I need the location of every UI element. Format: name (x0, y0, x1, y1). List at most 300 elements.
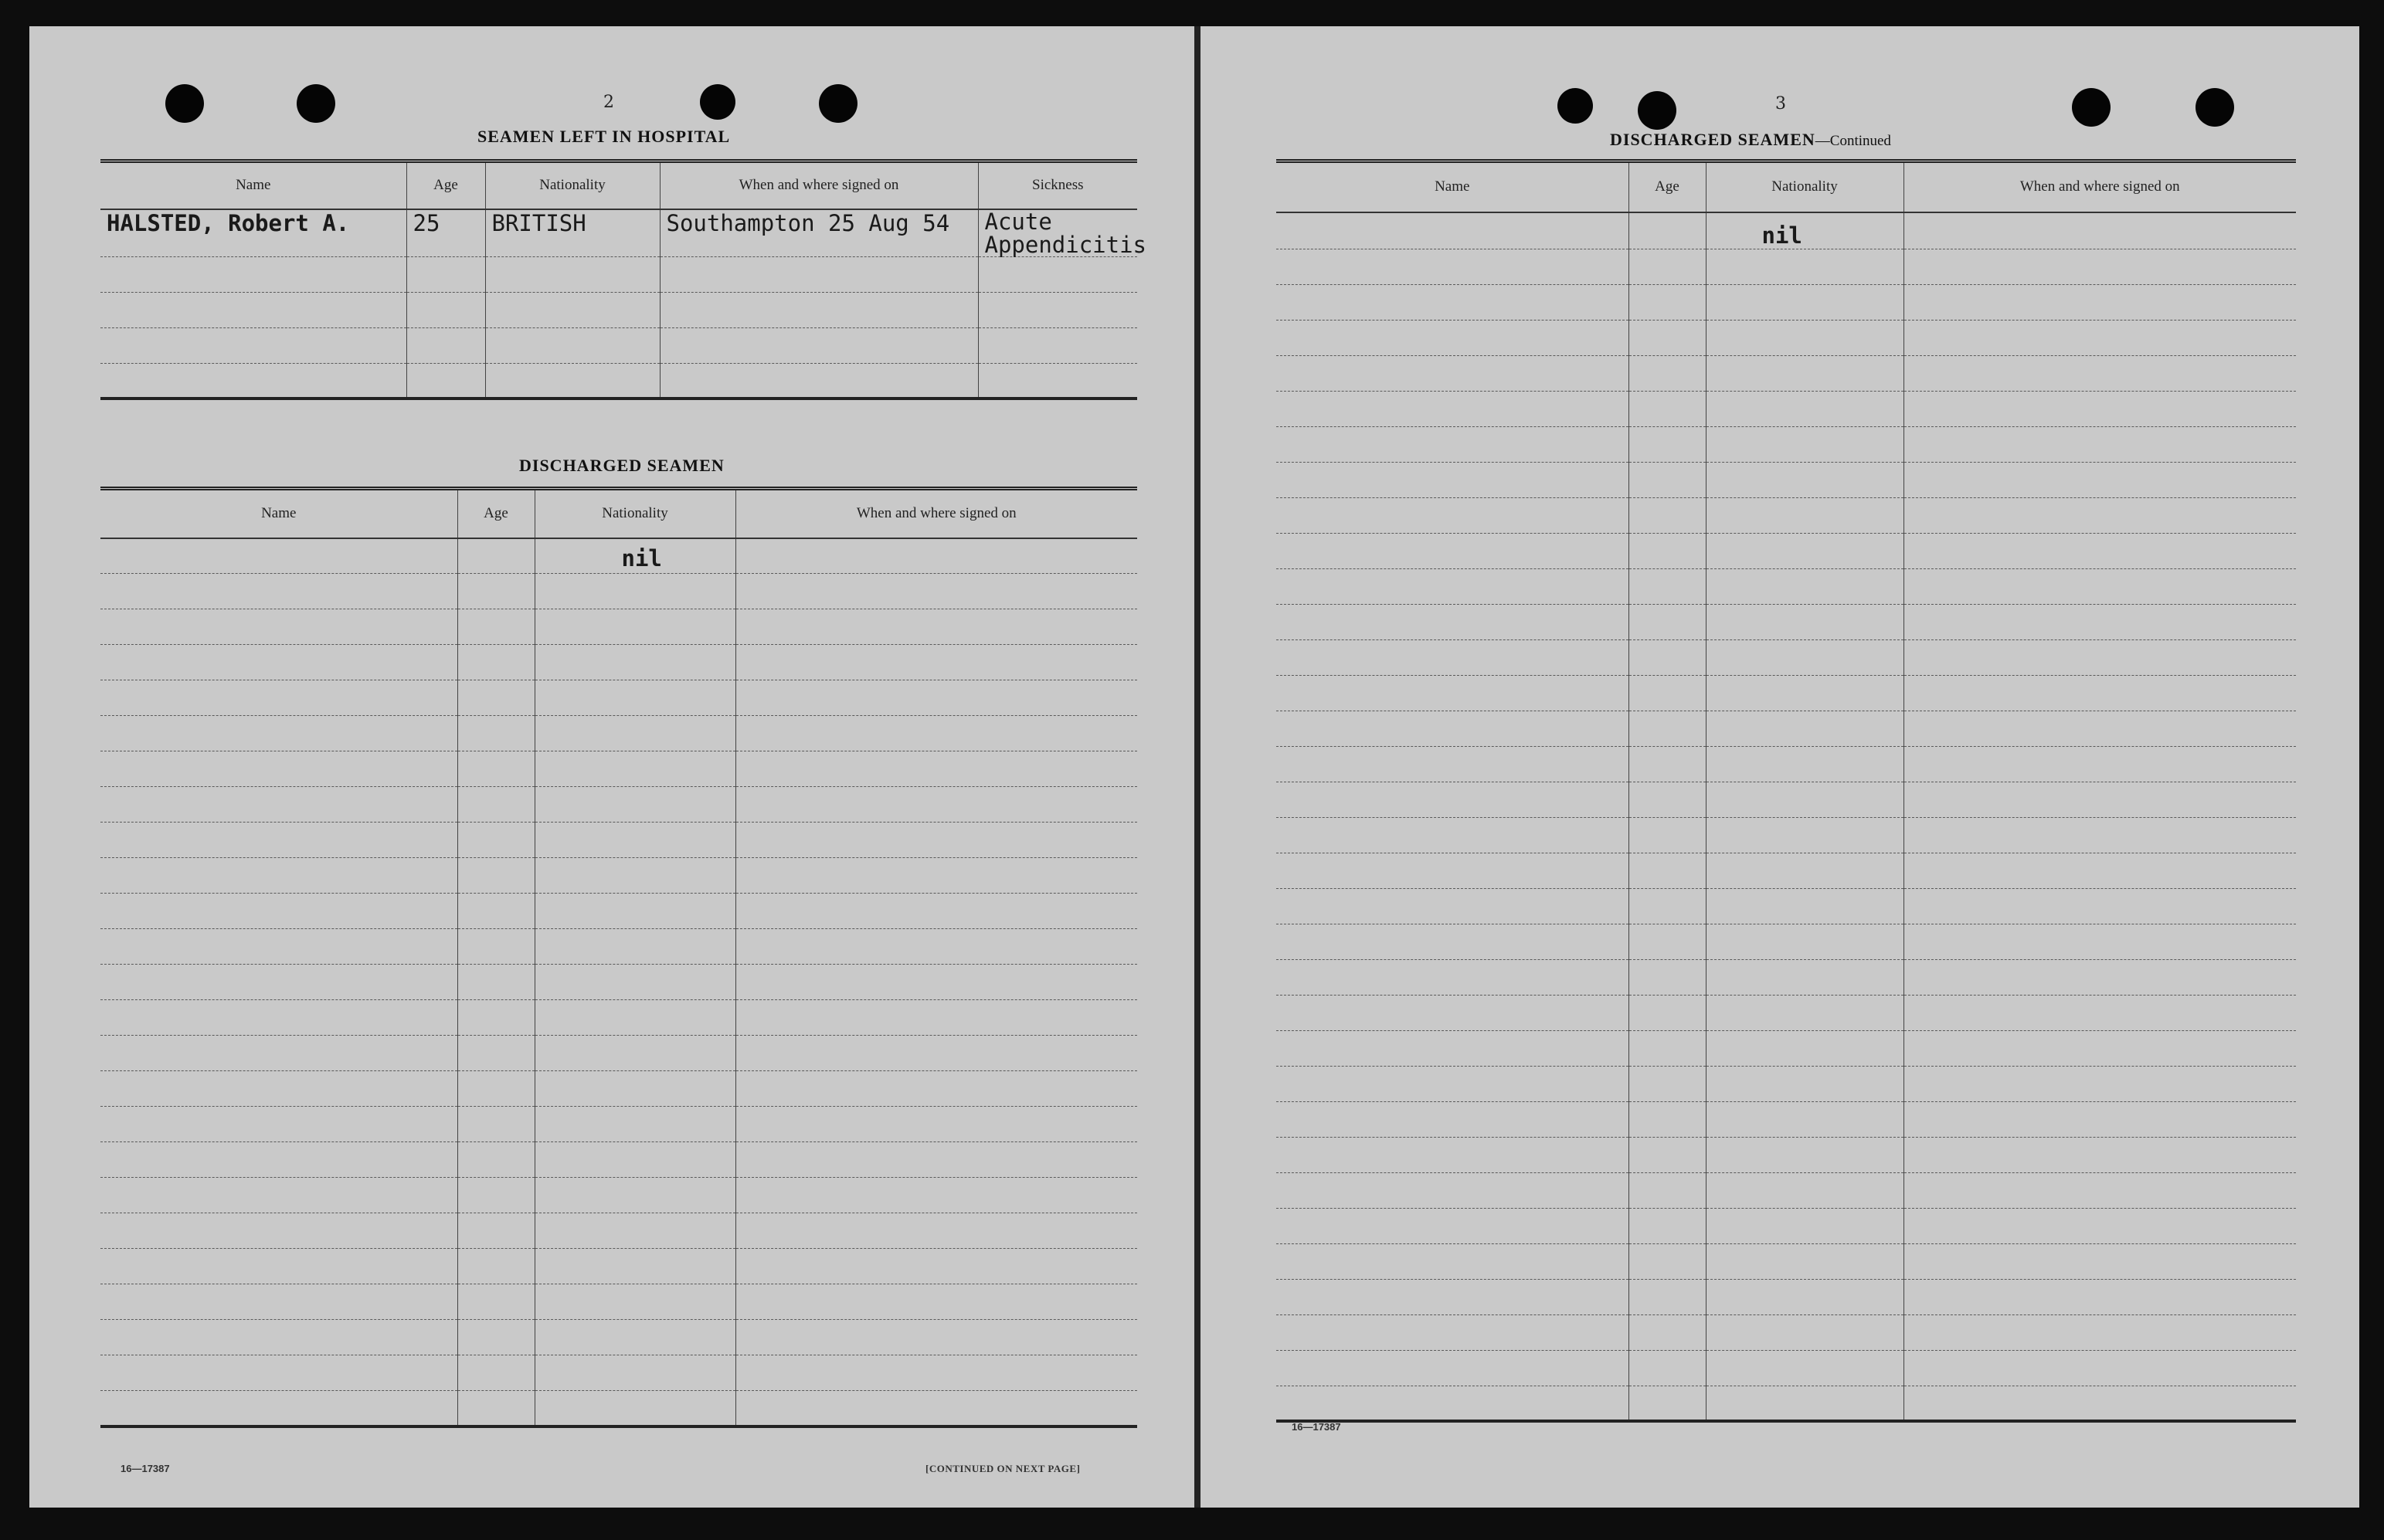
column-header: Age (457, 489, 535, 538)
table-cell (535, 1320, 735, 1355)
table-row (100, 1107, 1137, 1142)
table-cell (1628, 1350, 1706, 1386)
table-cell (1903, 604, 2296, 639)
nil-entry: nil (1706, 212, 1903, 249)
table-row (1276, 853, 2296, 888)
punch-hole (1638, 91, 1676, 130)
table-cell (535, 1036, 735, 1071)
table-cell (100, 1107, 457, 1142)
table-row (1276, 959, 2296, 995)
form-number: 16—17387 (121, 1463, 170, 1474)
table-cell (100, 1178, 457, 1213)
table-cell (1903, 1172, 2296, 1208)
table-cell (1628, 1030, 1706, 1066)
table-row (1276, 1243, 2296, 1279)
table-cell (457, 1178, 535, 1213)
table-cell (735, 1107, 1137, 1142)
table-row (1276, 212, 2296, 249)
table-row (1276, 817, 2296, 853)
table-cell (1276, 568, 1628, 604)
table-cell (1628, 1386, 1706, 1421)
table-cell (735, 1071, 1137, 1107)
table-cell (735, 645, 1137, 680)
seaman-signed-on: Southampton 25 Aug 54 (660, 209, 978, 257)
seaman-nationality: BRITISH (485, 209, 660, 257)
table-row (100, 1391, 1137, 1426)
table-cell (1706, 568, 1903, 604)
punch-hole (1557, 88, 1593, 124)
table-cell (1706, 284, 1903, 320)
table-cell (1276, 1172, 1628, 1208)
table-row (1276, 746, 2296, 782)
table-row (100, 327, 1137, 363)
table-cell (535, 1284, 735, 1320)
table-row (100, 363, 1137, 399)
table-row (100, 1320, 1137, 1355)
table-cell (1903, 249, 2296, 284)
table-cell (457, 823, 535, 858)
table-cell (1706, 533, 1903, 568)
table-row (1276, 533, 2296, 568)
table-cell (1276, 320, 1628, 355)
table-cell (535, 894, 735, 929)
table-cell (1706, 1066, 1903, 1101)
table-row (1276, 1030, 2296, 1066)
table-cell (100, 680, 457, 716)
table-cell (1903, 959, 2296, 995)
table-cell (1628, 1314, 1706, 1350)
table-cell (1628, 675, 1706, 711)
table-cell (1628, 1101, 1706, 1137)
table-cell (1706, 1350, 1903, 1386)
table-cell (735, 1249, 1137, 1284)
discharged-continued-table (1276, 159, 2296, 1423)
table-cell (735, 574, 1137, 609)
table-cell (1903, 1350, 2296, 1386)
table-cell (1706, 249, 1903, 284)
table-cell (1628, 426, 1706, 462)
table-cell (100, 1355, 457, 1391)
table-cell (735, 1213, 1137, 1249)
table-cell (1903, 320, 2296, 355)
table-cell (1706, 320, 1903, 355)
table-cell (535, 609, 735, 645)
table-cell (735, 894, 1137, 929)
table-cell (1903, 817, 2296, 853)
table-row (100, 574, 1137, 609)
table-cell (457, 751, 535, 787)
table-cell (1903, 1101, 2296, 1137)
table-cell (1628, 568, 1706, 604)
table-cell (1706, 426, 1903, 462)
column-header: Nationality (535, 489, 735, 538)
table-row (1276, 249, 2296, 284)
seaman-name: HALSTED, Robert A. (100, 209, 406, 257)
form-number: 16—17387 (1292, 1421, 1341, 1433)
table-row (1276, 1279, 2296, 1314)
table-row (1276, 497, 2296, 533)
table-cell (100, 1071, 457, 1107)
table-cell (100, 965, 457, 1000)
table-cell (1628, 853, 1706, 888)
column-header: Name (100, 161, 406, 209)
table-cell (735, 1142, 1137, 1178)
table-cell (1276, 1314, 1628, 1350)
table-cell (1706, 1386, 1903, 1421)
table-cell (457, 1391, 535, 1426)
table-cell (1706, 1243, 1903, 1279)
table-row (1276, 1350, 2296, 1386)
table-cell (1706, 746, 1903, 782)
table-cell (1628, 604, 1706, 639)
table-cell (535, 645, 735, 680)
table-cell (1903, 497, 2296, 533)
table-row (100, 787, 1137, 823)
page-number: 3 (1775, 94, 1786, 114)
table-cell (1276, 497, 1628, 533)
table-row (1276, 284, 2296, 320)
table-cell (100, 1320, 457, 1355)
seaman-age: 25 (406, 209, 485, 257)
discharged-table (100, 487, 1137, 1428)
table-cell (1628, 1208, 1706, 1243)
nil-entry: nil (535, 538, 735, 574)
column-header: When and where signed on (660, 161, 978, 209)
table-cell (535, 858, 735, 894)
table-row (100, 751, 1137, 787)
table-cell (457, 1071, 535, 1107)
table-cell (535, 1249, 735, 1284)
table-cell (100, 1000, 457, 1036)
table-cell (1628, 497, 1706, 533)
table-cell (1276, 391, 1628, 426)
table-cell (100, 645, 457, 680)
table-row (1276, 639, 2296, 675)
table-cell (1276, 1066, 1628, 1101)
table-row (100, 823, 1137, 858)
table-cell (535, 680, 735, 716)
table-cell (457, 787, 535, 823)
table-cell (1903, 1030, 2296, 1066)
table-cell (735, 1036, 1137, 1071)
table-row (1276, 888, 2296, 924)
table-cell (535, 929, 735, 965)
continued-note: [CONTINUED ON NEXT PAGE] (925, 1463, 1081, 1474)
table-cell (1706, 888, 1903, 924)
table-cell (1706, 675, 1903, 711)
table-cell (1706, 355, 1903, 391)
table-cell (1276, 711, 1628, 746)
left-page (29, 26, 1197, 1508)
table-cell (1903, 462, 2296, 497)
table-cell (1628, 1243, 1706, 1279)
table-cell (1706, 639, 1903, 675)
table-cell (1276, 355, 1628, 391)
table-cell (1276, 249, 1628, 284)
table-cell (1903, 391, 2296, 426)
table-cell (1628, 1137, 1706, 1172)
table-cell (1628, 284, 1706, 320)
discharged-rows (100, 538, 1137, 1426)
table-cell (1903, 1279, 2296, 1314)
table-cell (457, 645, 535, 680)
table-cell (535, 1071, 735, 1107)
table-row (1276, 355, 2296, 391)
table-cell (535, 751, 735, 787)
table-cell (735, 858, 1137, 894)
table-cell (1903, 782, 2296, 817)
column-header: Name (100, 489, 457, 538)
table-cell (457, 1107, 535, 1142)
table-cell (1706, 995, 1903, 1030)
table-cell (100, 1213, 457, 1249)
table-cell (1903, 1208, 2296, 1243)
table-cell (1706, 782, 1903, 817)
table-cell (100, 894, 457, 929)
table-row (1276, 1137, 2296, 1172)
table-row (100, 1000, 1137, 1036)
table-cell (457, 1000, 535, 1036)
seaman-sickness: Acute Appendicitis (978, 209, 1137, 257)
table-cell (1903, 568, 2296, 604)
table-cell (1628, 533, 1706, 568)
table-row (1276, 426, 2296, 462)
table-cell (1903, 1137, 2296, 1172)
table-cell (457, 680, 535, 716)
table-cell (1903, 1386, 2296, 1421)
table-cell (1276, 462, 1628, 497)
table-cell (735, 823, 1137, 858)
table-row (1276, 1208, 2296, 1243)
table-cell (1628, 320, 1706, 355)
table-cell (535, 1178, 735, 1213)
table-cell (1706, 853, 1903, 888)
table-cell (1276, 924, 1628, 959)
table-row (100, 209, 1137, 257)
table-cell (735, 965, 1137, 1000)
table-row (1276, 675, 2296, 711)
table-row (100, 858, 1137, 894)
table-cell (735, 680, 1137, 716)
right-page (1200, 26, 2359, 1508)
table-cell (457, 1249, 535, 1284)
table-cell (100, 574, 457, 609)
table-row (1276, 391, 2296, 426)
table-cell (735, 1284, 1137, 1320)
table-cell (535, 1142, 735, 1178)
table-cell (1628, 817, 1706, 853)
table-cell (1276, 959, 1628, 995)
table-cell (1903, 284, 2296, 320)
table-row (1276, 1066, 2296, 1101)
table-cell (735, 929, 1137, 965)
table-cell (1706, 1279, 1903, 1314)
section-title-hospital: SEAMEN LEFT IN HOSPITAL (477, 127, 731, 146)
table-cell (535, 716, 735, 751)
table-row (1276, 1314, 2296, 1350)
table-cell (1276, 1101, 1628, 1137)
punch-hole (819, 84, 857, 123)
table-cell (1276, 604, 1628, 639)
table-cell (1706, 1208, 1903, 1243)
table-cell (1706, 817, 1903, 853)
table-row (1276, 924, 2296, 959)
table-cell (1628, 959, 1706, 995)
table-cell (1276, 675, 1628, 711)
page-number: 2 (603, 93, 614, 112)
column-header: Name (1276, 161, 1628, 212)
table-cell (1276, 1243, 1628, 1279)
table-row (1276, 995, 2296, 1030)
table-cell (1276, 853, 1628, 888)
table-cell (1706, 1172, 1903, 1208)
column-header: When and where signed on (735, 489, 1137, 538)
section-title-discharged: DISCHARGED SEAMEN (519, 456, 725, 475)
table-cell (1628, 355, 1706, 391)
table-row (100, 645, 1137, 680)
table-cell (1628, 1066, 1706, 1101)
table-cell (1628, 639, 1706, 675)
table-cell (457, 609, 535, 645)
table-cell (100, 858, 457, 894)
table-cell (1903, 639, 2296, 675)
table-row (100, 1284, 1137, 1320)
table-cell (1628, 995, 1706, 1030)
table-cell (100, 1036, 457, 1071)
table-row (1276, 782, 2296, 817)
table-cell (1903, 711, 2296, 746)
table-cell (1276, 1208, 1628, 1243)
table-cell (735, 787, 1137, 823)
table-cell (1276, 817, 1628, 853)
table-cell (535, 1391, 735, 1426)
table-cell (1706, 711, 1903, 746)
table-cell (535, 965, 735, 1000)
table-row (100, 929, 1137, 965)
table-cell (735, 1000, 1137, 1036)
table-cell (100, 823, 457, 858)
punch-hole (165, 84, 204, 123)
table-row (1276, 1101, 2296, 1137)
table-cell (457, 894, 535, 929)
table-cell (100, 929, 457, 965)
table-cell (535, 1107, 735, 1142)
table-cell (1706, 604, 1903, 639)
table-row (1276, 462, 2296, 497)
punch-hole (700, 84, 735, 120)
table-cell (1706, 1101, 1903, 1137)
table-cell (457, 965, 535, 1000)
table-row (100, 716, 1137, 751)
table-cell (735, 716, 1137, 751)
table-cell (1276, 1030, 1628, 1066)
column-header: Nationality (1706, 161, 1903, 212)
table-cell (1628, 1279, 1706, 1314)
table-cell (535, 1000, 735, 1036)
table-cell (457, 1355, 535, 1391)
table-cell (1276, 995, 1628, 1030)
table-cell (100, 787, 457, 823)
table-cell (1276, 1279, 1628, 1314)
table-cell (457, 1320, 535, 1355)
punch-hole (297, 84, 335, 123)
table-cell (1903, 426, 2296, 462)
table-cell (1706, 1030, 1903, 1066)
table-cell (1706, 462, 1903, 497)
table-row (100, 1213, 1137, 1249)
table-cell (1706, 497, 1903, 533)
table-row (1276, 1172, 2296, 1208)
table-cell (735, 751, 1137, 787)
table-cell (1706, 924, 1903, 959)
table-cell (457, 1284, 535, 1320)
table-cell (457, 574, 535, 609)
table-cell (535, 574, 735, 609)
table-row (1276, 711, 2296, 746)
table-cell (457, 858, 535, 894)
table-row (1276, 568, 2296, 604)
table-row (100, 680, 1137, 716)
table-cell (1903, 853, 2296, 888)
table-cell (735, 1355, 1137, 1391)
table-cell (1276, 746, 1628, 782)
table-row (1276, 320, 2296, 355)
table-cell (1706, 1314, 1903, 1350)
column-header: Sickness (978, 161, 1137, 209)
table-cell (100, 716, 457, 751)
table-cell (1276, 1386, 1628, 1421)
table-cell (535, 787, 735, 823)
table-row (100, 256, 1137, 292)
table-cell (1903, 355, 2296, 391)
table-row (100, 1355, 1137, 1391)
table-row (100, 538, 1137, 574)
table-cell (1628, 249, 1706, 284)
table-row (100, 965, 1137, 1000)
punch-hole (2196, 88, 2234, 127)
table-cell (1276, 639, 1628, 675)
table-row (1276, 604, 2296, 639)
table-cell (535, 1355, 735, 1391)
table-cell (100, 609, 457, 645)
table-cell (1706, 391, 1903, 426)
table-cell (1276, 1350, 1628, 1386)
table-cell (1903, 888, 2296, 924)
table-cell (1628, 924, 1706, 959)
punch-hole (2072, 88, 2111, 127)
table-cell (1628, 391, 1706, 426)
table-cell (735, 609, 1137, 645)
column-header: Age (1628, 161, 1706, 212)
table-cell (1903, 746, 2296, 782)
table-row (100, 1178, 1137, 1213)
table-cell (1276, 782, 1628, 817)
table-cell (1903, 924, 2296, 959)
table-cell (1276, 533, 1628, 568)
table-cell (457, 1142, 535, 1178)
table-row (100, 894, 1137, 929)
table-cell (1628, 1172, 1706, 1208)
table-cell (735, 1178, 1137, 1213)
table-cell (1628, 746, 1706, 782)
table-cell (1903, 995, 2296, 1030)
table-cell (457, 1213, 535, 1249)
hospital-table (100, 159, 1147, 400)
table-cell (1706, 959, 1903, 995)
table-cell (735, 1320, 1137, 1355)
table-row (100, 1249, 1137, 1284)
table-cell (1276, 426, 1628, 462)
